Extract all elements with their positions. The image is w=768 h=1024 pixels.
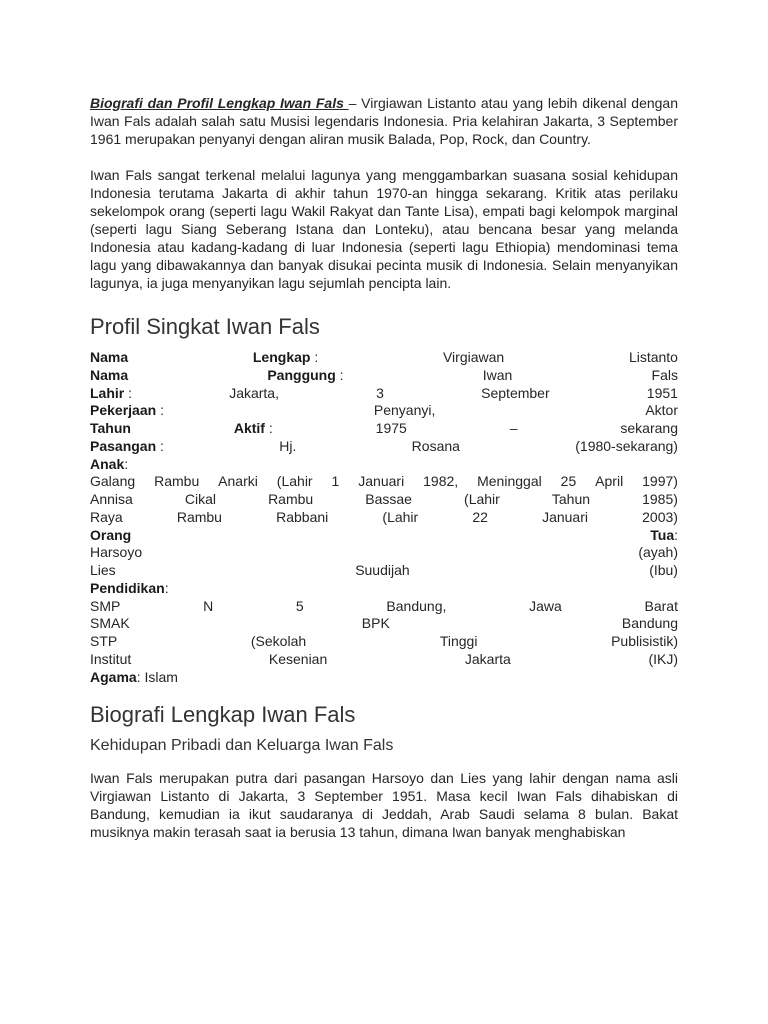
label-word: Pekerjaan bbox=[90, 402, 157, 419]
article-body bbox=[90, 94, 678, 841]
label-word: Tahun bbox=[90, 420, 131, 436]
profil-row-anak-3 bbox=[90, 509, 678, 527]
colon: : bbox=[674, 526, 678, 543]
value-word: : Islam bbox=[136, 668, 178, 685]
value-word: Hj. bbox=[279, 437, 297, 454]
profil-row-anak-1 bbox=[90, 473, 678, 491]
profil-row-pendidikan bbox=[90, 580, 678, 598]
label-word: Anak bbox=[90, 455, 125, 472]
colon: : bbox=[164, 579, 169, 596]
intro-paragraph bbox=[90, 94, 678, 148]
value-word: Rosana bbox=[411, 437, 460, 454]
label-word: Orang bbox=[90, 526, 132, 543]
profil-row-pendidikan-2 bbox=[90, 615, 678, 633]
value-word: N bbox=[203, 597, 214, 614]
colon: : bbox=[128, 384, 133, 401]
profil-row-tahun-aktif bbox=[90, 420, 678, 438]
value-word: 1982, bbox=[423, 473, 459, 490]
value-word: BPK bbox=[361, 615, 390, 632]
value-word: sekarang bbox=[620, 420, 678, 436]
label-word: Panggung bbox=[267, 366, 336, 383]
value-word: (Ibu) bbox=[649, 562, 678, 578]
value-word: – bbox=[509, 420, 518, 436]
paragraph-songs: Iwan Fals sangat terkenal melalui lagunya yang menggambarkan suasana sosial kehidupan Indonesia terutama Jakarta di akhir tahun 1970-an hingga sekarang. Kritik atas perilaku sekelompok orang (seperti lagu Wakil Rakyat dan Tante Lisa), empati bagi kelompok marginal (seperti lagu Siang Seberang Istana dan Lonteku), atau bencana besar yang melanda Indonesia atau kadang-kadang di luar Indonesia (seperti lagu Ethiopia) mendominasi tema lagu yang dibawakannya dan banyak disukai pecinta musik di Indonesia. Selain menyanyikan lagunya, ia juga menyanyikan lagu sejumlah pencipta lain. bbox=[90, 167, 678, 291]
value-word: Iwan bbox=[482, 366, 513, 383]
colon: : bbox=[160, 402, 164, 419]
value-word: (Lahir bbox=[382, 508, 419, 525]
value-word: (Lahir bbox=[276, 473, 313, 490]
profil-row-ayah bbox=[90, 544, 678, 562]
value-word: Bassae bbox=[365, 491, 412, 507]
value-word: Cikal bbox=[184, 491, 216, 507]
value-word: September bbox=[481, 384, 550, 401]
value-word: 25 bbox=[560, 473, 577, 490]
value-word: Rambu bbox=[268, 491, 314, 507]
value-word: 1985) bbox=[642, 491, 678, 507]
label-word: Pendidikan bbox=[90, 579, 165, 596]
value-word: April bbox=[595, 473, 624, 490]
profil-row-pasangan bbox=[90, 438, 678, 456]
value-word: Rambu bbox=[176, 508, 222, 525]
label-word: Tua bbox=[650, 526, 675, 543]
value-word: (IKJ) bbox=[648, 650, 678, 667]
value-word: 1997) bbox=[642, 473, 678, 490]
colon: : bbox=[268, 420, 273, 436]
value-word: 5 bbox=[295, 597, 304, 614]
value-word: (1980-sekarang) bbox=[575, 437, 678, 454]
value-word: Annisa bbox=[90, 491, 133, 507]
profil-row-nama-lengkap bbox=[90, 349, 678, 367]
value-word: 3 bbox=[376, 384, 384, 401]
profil-row-anak bbox=[90, 456, 678, 474]
colon: : bbox=[160, 437, 164, 454]
value-word: Januari bbox=[542, 508, 588, 525]
colon: : bbox=[339, 366, 344, 383]
label-word: Agama bbox=[90, 668, 137, 685]
value-word: 1951 bbox=[646, 384, 678, 401]
value-word: 22 bbox=[472, 508, 488, 525]
label-word: Aktif bbox=[233, 420, 265, 436]
profil-row-pendidikan-3 bbox=[90, 633, 678, 651]
label-word: Lahir bbox=[90, 384, 125, 401]
label-word: Pasangan bbox=[90, 437, 157, 454]
value-word: 1975 bbox=[375, 420, 407, 436]
intro-text: – Virgiawan Listanto atau yang lebih dikenal dengan Iwan Fals adalah salah satu Musisi legendaris Indonesia. Pria kelahiran Jakarta, 3 September 1961 merupakan penyanyi dengan aliran musik Balada, Pop, Rock, dan Country. bbox=[90, 95, 678, 147]
profil-row-pendidikan-1 bbox=[90, 598, 678, 616]
value-word: Lies bbox=[90, 562, 116, 578]
profil-row-orang-tua bbox=[90, 527, 678, 545]
label-word: Nama bbox=[90, 366, 129, 383]
value-word: 2003) bbox=[642, 508, 678, 525]
value-word: Bandung bbox=[621, 615, 678, 632]
value-word: Barat bbox=[644, 597, 678, 614]
intro-lead-link[interactable]: Biografi dan Profil Lengkap Iwan Fals bbox=[90, 95, 349, 111]
profil-heading: Profil Singkat Iwan Fals bbox=[90, 314, 320, 339]
value-word: Fals bbox=[651, 366, 678, 383]
profil-row-nama-panggung bbox=[90, 367, 678, 385]
value-word: SMP bbox=[90, 597, 121, 614]
profil-row-pekerjaan bbox=[90, 402, 678, 420]
profil-row-pendidikan-4 bbox=[90, 651, 678, 669]
value-word: Publisistik) bbox=[611, 633, 678, 649]
value-word: Januari bbox=[358, 473, 405, 490]
value-word: Penyanyi, bbox=[373, 402, 436, 419]
value-word: Harsoyo bbox=[90, 544, 143, 561]
profil-row-anak-2 bbox=[90, 491, 678, 509]
label-word: Lengkap bbox=[252, 349, 311, 365]
value-word: (Sekolah bbox=[250, 633, 307, 649]
value-word: Anarki bbox=[218, 473, 258, 490]
profil-row-agama bbox=[90, 669, 678, 687]
value-word: Bandung, bbox=[386, 597, 447, 614]
value-word: Institut bbox=[90, 650, 132, 667]
value-word: Galang bbox=[90, 473, 136, 490]
profil-list bbox=[90, 349, 678, 686]
value-word: SMAK bbox=[90, 615, 130, 632]
colon: : bbox=[124, 455, 129, 472]
value-word: (ayah) bbox=[638, 544, 678, 561]
value-word: STP bbox=[90, 633, 118, 649]
value-word: (Lahir bbox=[464, 491, 500, 507]
value-word: Kesenian bbox=[268, 650, 328, 667]
value-word: Raya bbox=[90, 508, 123, 525]
value-word: Virgiawan bbox=[442, 349, 505, 365]
colon: : bbox=[314, 349, 319, 365]
value-word: Listanto bbox=[628, 349, 678, 365]
value-word: Aktor bbox=[645, 402, 678, 419]
label-word: Nama bbox=[90, 349, 129, 365]
biografi-paragraph: Iwan Fals merupakan putra dari pasangan Harsoyo dan Lies yang lahir dengan nama asli Virgiawan Listanto di Jakarta, 3 September 1951. Masa kecil Iwan Fals dihabiskan di Bandung, kemudian ia ikut saudaranya di Jeddah, Arab Saudi selama 8 bulan. Bakat musiknya makin terasah saat ia berusia 13 tahun, dimana Iwan banyak menghabiskan bbox=[90, 770, 678, 841]
value-word: Tinggi bbox=[439, 633, 478, 649]
value-word: Jawa bbox=[529, 597, 562, 614]
value-word: 1 bbox=[331, 473, 340, 490]
value-word: Jakarta bbox=[464, 650, 511, 667]
biografi-heading: Biografi Lengkap Iwan Fals bbox=[90, 702, 356, 728]
value-word: Suudijah bbox=[355, 562, 410, 578]
value-word: Jakarta, bbox=[229, 384, 279, 401]
value-word: Meninggal bbox=[477, 473, 542, 490]
profil-row-ibu bbox=[90, 562, 678, 580]
biografi-subheading: Kehidupan Pribadi dan Keluarga Iwan Fals bbox=[90, 737, 394, 755]
value-word: Rambu bbox=[154, 473, 200, 490]
value-word: Rabbani bbox=[276, 508, 329, 525]
value-word: Tahun bbox=[551, 491, 591, 507]
profil-row-lahir bbox=[90, 385, 678, 403]
